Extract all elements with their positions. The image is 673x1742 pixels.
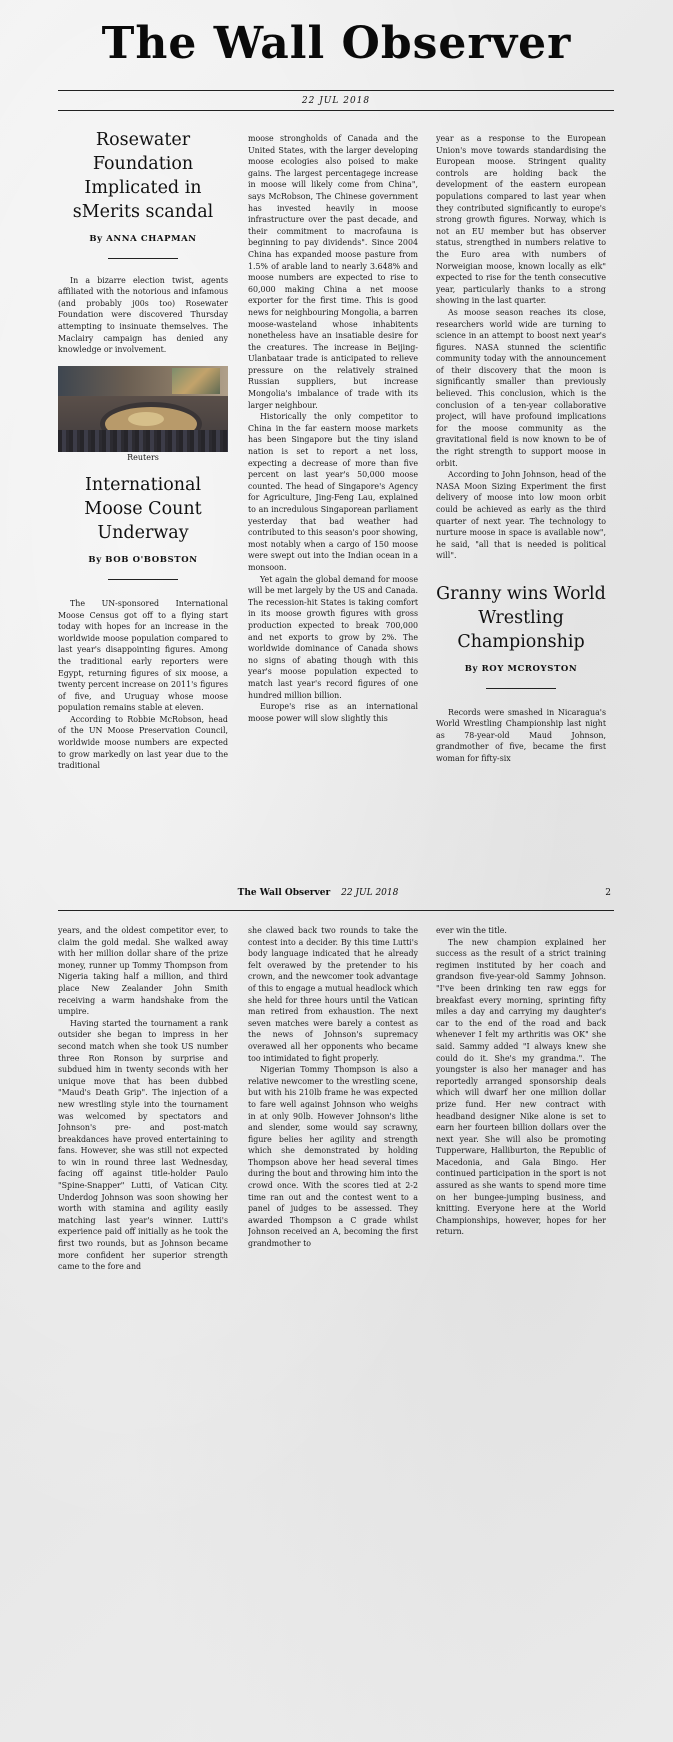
granny-body-paragraph: ever win the title. <box>436 926 507 935</box>
moose-byline: By BOB O'BOBSTON <box>88 555 198 566</box>
granny-body-paragraph: Records were smashed in Nicaragua's World Wrestling Championship last night as 78-year-old Maud Johnson, grandmother of five, became the first woman for fifty-six <box>436 707 606 763</box>
moose-body-paragraph: Yet again the global demand for moose will be met largely by the US and Canada. The recession-hit States is taking comfort in its moose growth figures with gross production expected to break 700,000 and net exports to grow by 2%. The worldwide dominance of Canada shows no signs of abating though with this year's moose population expected to match last year's record figures of one hundred million billion. <box>248 574 418 700</box>
un-council-photo <box>58 366 228 452</box>
page1-column-2 <box>248 133 418 848</box>
rosewater-byline: By ANNA CHAPMAN <box>89 234 197 244</box>
page2-header <box>58 888 578 898</box>
photo-caption: Reuters <box>127 452 159 462</box>
granny-body-paragraph: Nigerian Tommy Thompson is also a relative newcomer to the wrestling scene, but with his 210lb frame he was expected to fare well against Johnson who weighs in at only 90lb. However Johnson's lithe and slender, some would say scrawny, figure belies her agility and strength which she demonstrated by holding Thompson above her head several times during the bout and throwing him into the crowd once. With the scores tied at 2-2 time ran out and the contest went to a panel of judges to be assessed. They awarded Thompson a C grade whilst Johnson received an A, becoming the first grandmother to <box>248 1065 418 1249</box>
masthead: The Wall Observer <box>101 18 572 69</box>
page-number: 2 <box>605 888 611 898</box>
moose-body-paragraph: Europe's rise as an international moose power will slow slightly this <box>248 702 418 723</box>
top-rule <box>58 90 614 91</box>
granny-body-paragraph: years, and the oldest competitor ever, to claim the gold medal. She walked away with her million dollar share of the prize money, runner up Tommy Thompson from Nigeria taking half a million, and third place New Zealander John Smith receiving a warm handshake from the umpire. <box>58 926 228 1017</box>
moose-headline: International Moose Count Underway <box>84 475 202 544</box>
rosewater-body-paragraph: In a bizarre election twist, agents affiliated with the notorious and infamous (and probably j00s too) Rosewater Foundation were discovered Thursday attempting to insinuate themselves. The Maclairy campaign has denied any knowledge or involvement. <box>58 275 228 355</box>
moose-body-paragraph: According to John Johnson, head of the NASA Moon Sizing Experiment the first delivery of moose into low moon orbit could be achieved as early as the third quarter of next year. The technology to nurture moose in space is available now", he said, "all that is needed is political will". <box>436 470 606 561</box>
granny-body-paragraph: The new champion explained her success as the result of a strict training regimen instituted by her coach and grandson five-year-old Sammy Johnson. "I've been drinking ten raw eggs for breakfast every morning, sprinting fifty miles a day and carrying my daughter's car to the end of the road and back whenever I felt my arthritis was OK" she said. Sammy added "I always knew she could do it. She's my grandma.". The youngster is also her manager and has reportedly arranged sponsorship deals which will dwarf her one million dollar prize fund. Her new contract with headband designer Nike alone is set to earn her fourteen billion dollars over the next year. She will also be promoting Tupperware, Halliburton, the Republic of Macedonia, and Gala Bingo. Her continued participation in the sport is not assured as she wants to spend more time on her bungee-jumping business, and knitting. Everyone here at the World Championships, however, hopes for her return. <box>436 937 606 1237</box>
rosewater-headline: Rosewater Foundation Implicated in sMerits scandal <box>72 130 214 222</box>
page2-date: 22 JUL 2018 <box>341 888 399 898</box>
moose-body-paragraph: year as a response to the European Union's move towards standardising the European moose. Stringent quality controls are holding back the development of the eastern european populations compared to last year when they contributed significantly to europe's strong growth figures. Norway, which is not an EU member but has observer status, strengthed in numbers relative to the Euro area with numbers of Norweigian moose, known locally as elk" expected to rise for the tenth consecutive year, particularly thanks to a strong showing in the last quarter. <box>436 134 606 306</box>
page1-column-1 <box>58 128 228 848</box>
page2-column-2 <box>248 925 418 1345</box>
dateline-rule <box>58 110 614 111</box>
moose-body-paragraph: The UN-sponsored International Moose Census got off to a flying start today with hopes for an increase in the worldwide moose population compared to last year's disappointing figures. Among the traditional early reporters were Egypt, returning figures of six moose, a twenty percent increase on 2011's figures of five, and Uruguay whose moose population remains stable at eleven. <box>58 598 228 713</box>
page2-rule <box>58 910 614 911</box>
page2-column-3 <box>436 925 606 1345</box>
moose-body-paragraph: According to Robbie McRobson, head of the UN Moose Preservation Council, worldwide moose numbers are expected to grow markedly on last year due to the traditional <box>58 714 228 771</box>
page2-column-1 <box>58 925 228 1345</box>
granny-byline: By ROY MCROYSTON <box>464 663 578 674</box>
byline-divider <box>486 688 556 689</box>
moose-body-paragraph: Historically the only competitor to China in the far eastern moose markets has been Singapore but the tiny island nation is set to report a net loss, expecting a decrease of more than five percent on last year's 50,000 moose counted. The head of Singapore's Agency for Agriculture, Jing-Feng Lau, explained to an incredulous Singaporean parliament yesterday that bad weather had contributed to this season's poor showing, most notably when a cargo of 150 moose were swept out into the Indian ocean in a monsoon. <box>248 412 418 572</box>
page1-column-3 <box>436 133 606 848</box>
dateline: 22 JUL 2018 <box>301 96 371 106</box>
granny-body-paragraph: Having started the tournament a rank outsider she began to impress in her second match when she took US number three Ron Ronson by surprise and subdued him in twenty seconds with her unique move that has been dubbed "Maud's Death Grip". The injection of a new wrestling style into the tournament was welcomed by spectators and Johnson's pre- and post-match breakdances have proved entertaining to fans. However, she was still not expected to win in round three last Wednesday, facing off against title-holder Paulo "Spine-Snapper" Lutti, of Vatican City. Underdog Johnson was soon showing her worth with stamina and agility easily matching last year's winner. Lutti's experience paid off initially as he took the first two rounds, but as Johnson became more confident her superior strength came to the fore and <box>58 1018 228 1272</box>
granny-body-paragraph: she clawed back two rounds to take the contest into a decider. By this time Lutti's body language indicated that he already felt overawed by the pretender to his crown, and the newcomer took advantage of this to engage a mutual headlock which she held for three hours until the Vatican man retired from exhaustion. The next seven matches were barely a contest as the news of Johnson's supremacy overawed all her opponents who became too intimidated to fight properly. <box>248 926 418 1063</box>
byline-divider <box>108 579 178 580</box>
moose-body-paragraph: moose strongholds of Canada and the United States, with the larger developing moose ecologies also poised to make gains. The largest percentagege increase in moose will likely come from China", says McRobson, The Chinese government has invested heavily in moose infrastructure over the past decade, and their commitment to macrofauna is beginning to pay dividends". Since 2004 China has expanded moose pasture from 1.5% of arable land to nearly 3.648% and moose numbers are expected to rise to 60,000 making China a net moose exporter for the first time. This is good news for neighbouring Mongolia, a barren moose-wasteland whose inhabitents nonetheless have an insatiable desire for the creatures. The increase in Beijing-Ulanbataar trade is anticipated to relieve pressure on the relatively strained Russian suppliers, but increase Mongolia's imbalance of trade with its larger neighbour. <box>248 134 418 410</box>
moose-body-paragraph: As moose season reaches its close, researchers world wide are turning to science in an attempt to boost next year's figures. NASA stunned the scientific community today with the announcement of their discovery that the moon is significantly smaller than previously believed. This conclusion, which is the conclusion of a ten-year collaborative project, will have profound implications for the moose community as the gravitational field is now known to be of the right strength to support moose in orbit. <box>436 307 606 468</box>
page2-paper-name: The Wall Observer <box>237 888 331 898</box>
byline-divider <box>108 258 178 259</box>
granny-headline: Granny wins World Wrestling Championship <box>436 583 606 652</box>
